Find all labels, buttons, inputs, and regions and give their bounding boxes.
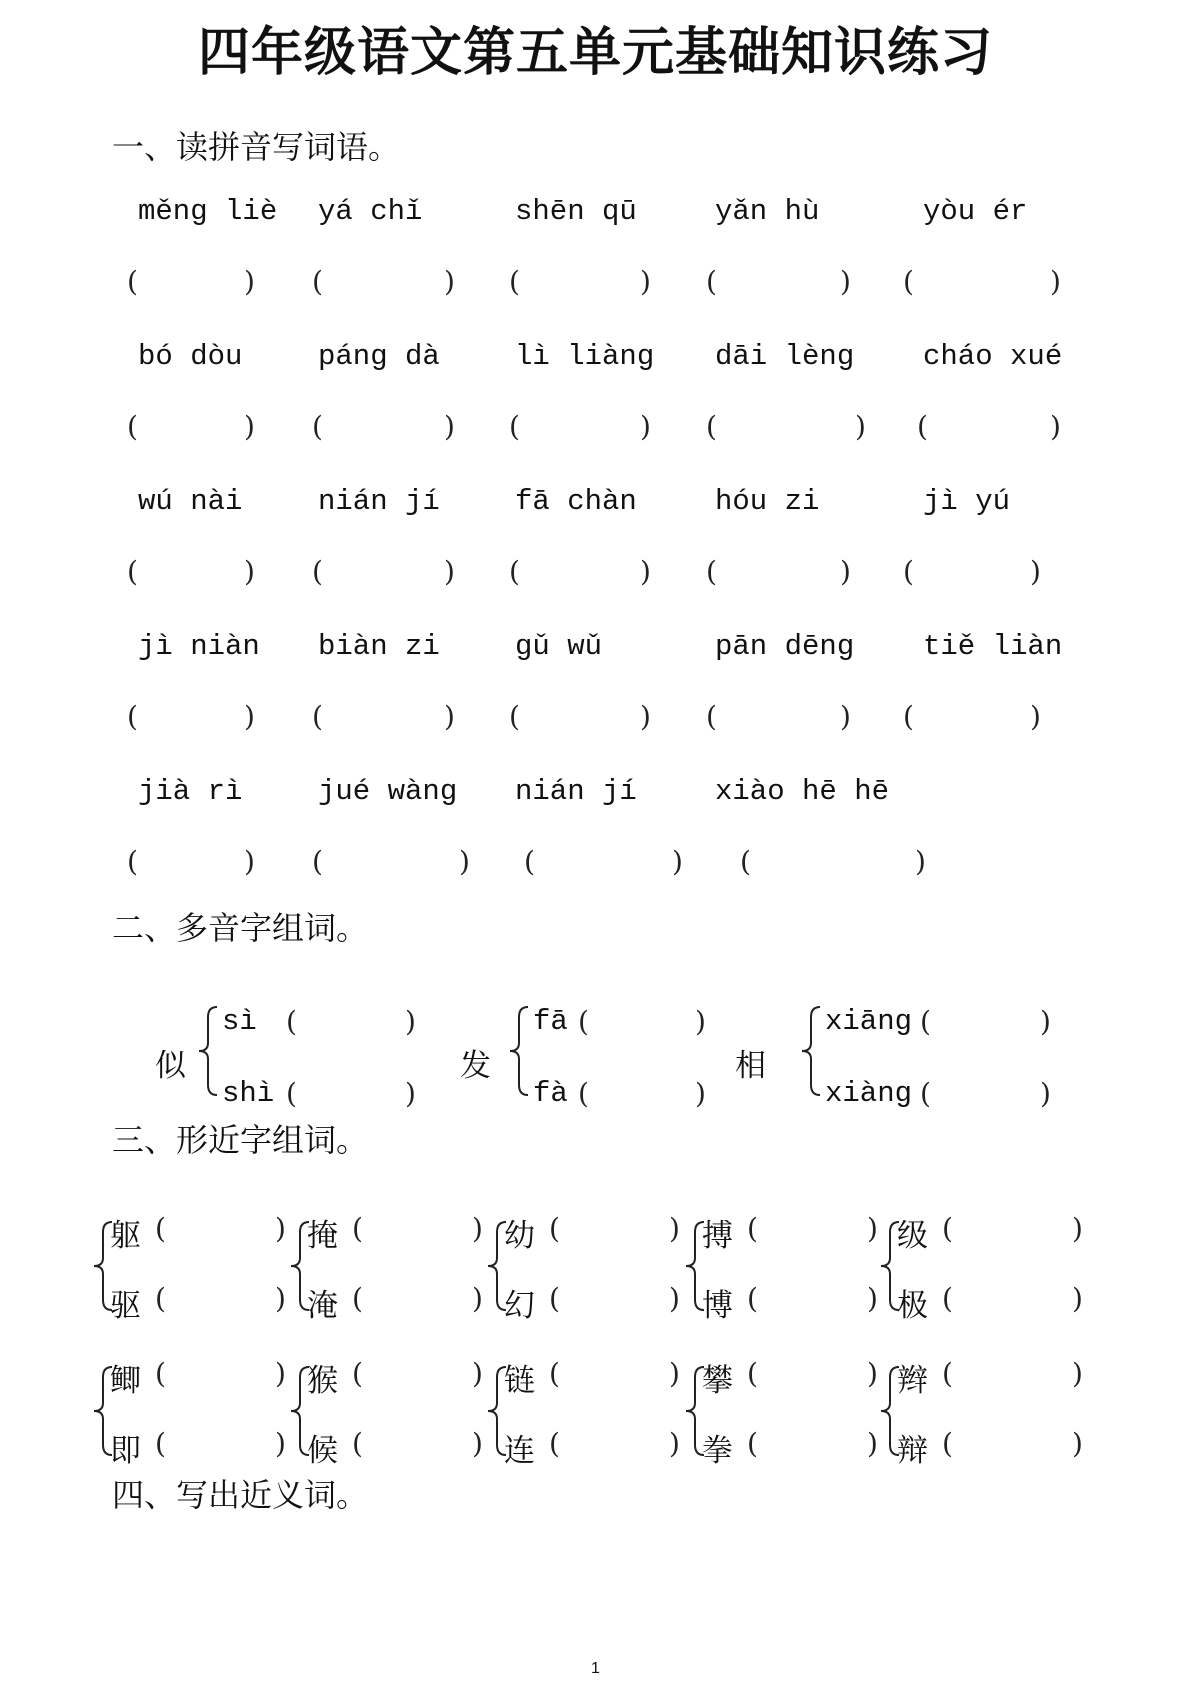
answer-paren-close: ) [244,845,255,878]
answer-paren-close: ) [867,1427,878,1460]
answer-paren-close: ) [472,1282,483,1315]
answer-paren-close: ) [695,1077,706,1110]
answer-paren-close: ) [1040,1005,1051,1038]
polyphone-reading: fà [533,1077,568,1110]
answer-paren-close: ) [669,1212,680,1245]
pinyin-prompt: cháo xué [923,340,1063,373]
pinyin-prompt: lì liàng [515,340,655,373]
similar-char: 幻 [504,1288,535,1324]
similar-char: 级 [897,1218,928,1254]
answer-paren-close: ) [840,265,851,298]
answer-paren-open: ( [524,845,535,878]
answer-paren-open: ( [706,265,717,298]
answer-paren-close: ) [275,1357,286,1390]
polyphone-char: 相 [735,1048,766,1084]
answer-paren-open: ( [917,410,928,443]
answer-paren-close: ) [867,1212,878,1245]
answer-paren-open: ( [352,1212,363,1245]
answer-paren-open: ( [747,1282,758,1315]
answer-paren-close: ) [244,410,255,443]
answer-paren-close: ) [640,410,651,443]
answer-paren-close: ) [672,845,683,878]
answer-paren-open: ( [578,1005,589,1038]
answer-paren-open: ( [509,410,520,443]
answer-paren-open: ( [509,555,520,588]
answer-paren-open: ( [706,410,717,443]
pinyin-prompt: yá chǐ [318,195,423,228]
answer-paren-open: ( [312,700,323,733]
answer-paren-open: ( [920,1077,931,1110]
answer-paren-open: ( [706,700,717,733]
answer-paren-close: ) [1050,410,1061,443]
answer-paren-open: ( [549,1212,560,1245]
answer-paren-open: ( [706,555,717,588]
answer-paren-close: ) [669,1282,680,1315]
answer-paren-open: ( [903,265,914,298]
answer-paren-open: ( [747,1357,758,1390]
answer-paren-close: ) [244,555,255,588]
answer-paren-open: ( [352,1357,363,1390]
pinyin-prompt: biàn zi [318,630,440,663]
polyphone-char: 发 [460,1048,491,1084]
pinyin-prompt: xiào hē hē [715,775,890,808]
section-heading-3: 三、形近字组词。 [112,1121,369,1159]
section-heading-2: 二、多音字组词。 [112,909,369,947]
polyphone-reading: xiāng [825,1005,913,1038]
similar-char: 掩 [307,1218,338,1254]
answer-paren-open: ( [127,265,138,298]
answer-paren-open: ( [942,1282,953,1315]
answer-paren-close: ) [855,410,866,443]
answer-paren-open: ( [312,410,323,443]
answer-paren-close: ) [244,265,255,298]
answer-paren-close: ) [275,1282,286,1315]
pinyin-prompt: fā chàn [515,485,637,518]
pinyin-prompt: jì yú [923,485,1011,518]
answer-paren-open: ( [127,555,138,588]
answer-paren-open: ( [942,1212,953,1245]
similar-char: 即 [110,1433,141,1469]
polyphone-char: 似 [155,1048,186,1084]
similar-char: 猴 [307,1363,338,1399]
pinyin-prompt: jià rì [138,775,243,808]
answer-paren-close: ) [444,410,455,443]
answer-paren-open: ( [747,1212,758,1245]
answer-paren-close: ) [840,700,851,733]
similar-char: 拳 [702,1433,733,1469]
pinyin-prompt: tiě liàn [923,630,1063,663]
answer-paren-open: ( [509,265,520,298]
pinyin-prompt: hóu zi [715,485,820,518]
similar-char: 辫 [897,1363,928,1399]
answer-paren-close: ) [695,1005,706,1038]
answer-paren-open: ( [155,1357,166,1390]
answer-paren-close: ) [1072,1212,1083,1245]
pinyin-prompt: jì niàn [138,630,260,663]
answer-paren-close: ) [640,265,651,298]
answer-paren-close: ) [275,1427,286,1460]
pinyin-prompt: jué wàng [318,775,458,808]
answer-paren-open: ( [127,410,138,443]
page-title: 四年级语文第五单元基础知识练习 [197,23,993,83]
answer-paren-close: ) [669,1427,680,1460]
pinyin-prompt: wú nài [138,485,243,518]
answer-paren-open: ( [312,555,323,588]
answer-paren-close: ) [1072,1282,1083,1315]
answer-paren-open: ( [942,1357,953,1390]
similar-char: 躯 [110,1218,141,1254]
answer-paren-close: ) [472,1357,483,1390]
answer-paren-open: ( [747,1427,758,1460]
polyphone-reading: fā [533,1005,568,1038]
answer-paren-open: ( [312,845,323,878]
answer-paren-close: ) [640,555,651,588]
answer-paren-open: ( [127,845,138,878]
answer-paren-close: ) [640,700,651,733]
similar-char: 淹 [307,1288,338,1324]
pinyin-prompt: yǎn hù [715,195,820,228]
pinyin-prompt: dāi lèng [715,340,855,373]
similar-char: 驱 [110,1288,141,1324]
answer-paren-open: ( [942,1427,953,1460]
answer-paren-open: ( [155,1427,166,1460]
pinyin-prompt: shēn qū [515,195,637,228]
answer-paren-close: ) [405,1005,416,1038]
answer-paren-open: ( [127,700,138,733]
pinyin-prompt: nián jí [318,485,440,518]
answer-paren-close: ) [444,265,455,298]
answer-paren-close: ) [1072,1427,1083,1460]
answer-paren-open: ( [578,1077,589,1110]
answer-paren-close: ) [1050,265,1061,298]
similar-char: 候 [307,1433,338,1469]
answer-paren-open: ( [312,265,323,298]
answer-paren-close: ) [867,1282,878,1315]
polyphone-reading: xiàng [825,1077,913,1110]
polyphone-reading: sì [222,1005,257,1038]
page-number: 1 [591,1660,600,1677]
answer-paren-close: ) [472,1212,483,1245]
similar-char: 攀 [702,1363,733,1399]
pinyin-prompt: yòu ér [923,195,1028,228]
answer-paren-close: ) [244,700,255,733]
polyphone-reading: shì [222,1077,275,1110]
similar-char: 辩 [897,1433,928,1469]
answer-paren-open: ( [286,1005,297,1038]
answer-paren-close: ) [459,845,470,878]
pinyin-prompt: nián jí [515,775,637,808]
answer-paren-open: ( [155,1212,166,1245]
answer-paren-open: ( [920,1005,931,1038]
answer-paren-close: ) [915,845,926,878]
similar-char: 博 [702,1288,733,1324]
answer-paren-open: ( [549,1282,560,1315]
similar-char: 极 [897,1288,928,1324]
answer-paren-close: ) [444,555,455,588]
polyphone-brace [199,1007,217,1095]
pinyin-prompt: páng dà [318,340,440,373]
section-heading-1: 一、读拼音写词语。 [112,128,401,166]
answer-paren-open: ( [740,845,751,878]
answer-paren-close: ) [1040,1077,1051,1110]
answer-paren-close: ) [275,1212,286,1245]
pinyin-prompt: měng liè [138,195,278,228]
answer-paren-close: ) [444,700,455,733]
answer-paren-close: ) [472,1427,483,1460]
pinyin-prompt: bó dòu [138,340,243,373]
section-heading-4: 四、写出近义词。 [112,1476,369,1514]
similar-char: 搏 [702,1218,733,1254]
polyphone-brace [802,1007,820,1095]
answer-paren-open: ( [903,555,914,588]
similar-char: 幼 [504,1218,535,1254]
similar-char: 链 [504,1363,535,1399]
answer-paren-open: ( [352,1427,363,1460]
similar-char: 连 [504,1433,535,1469]
answer-paren-open: ( [286,1077,297,1110]
answer-paren-open: ( [549,1357,560,1390]
answer-paren-open: ( [352,1282,363,1315]
answer-paren-close: ) [405,1077,416,1110]
pinyin-prompt: pān dēng [715,630,855,663]
answer-paren-close: ) [1072,1357,1083,1390]
answer-paren-close: ) [840,555,851,588]
answer-paren-open: ( [903,700,914,733]
answer-paren-close: ) [1030,555,1041,588]
similar-char: 鲫 [110,1363,141,1399]
pinyin-prompt: gǔ wǔ [515,630,603,663]
answer-paren-close: ) [867,1357,878,1390]
polyphone-brace [510,1007,528,1095]
answer-paren-open: ( [509,700,520,733]
answer-paren-open: ( [549,1427,560,1460]
answer-paren-close: ) [1030,700,1041,733]
answer-paren-close: ) [669,1357,680,1390]
answer-paren-open: ( [155,1282,166,1315]
